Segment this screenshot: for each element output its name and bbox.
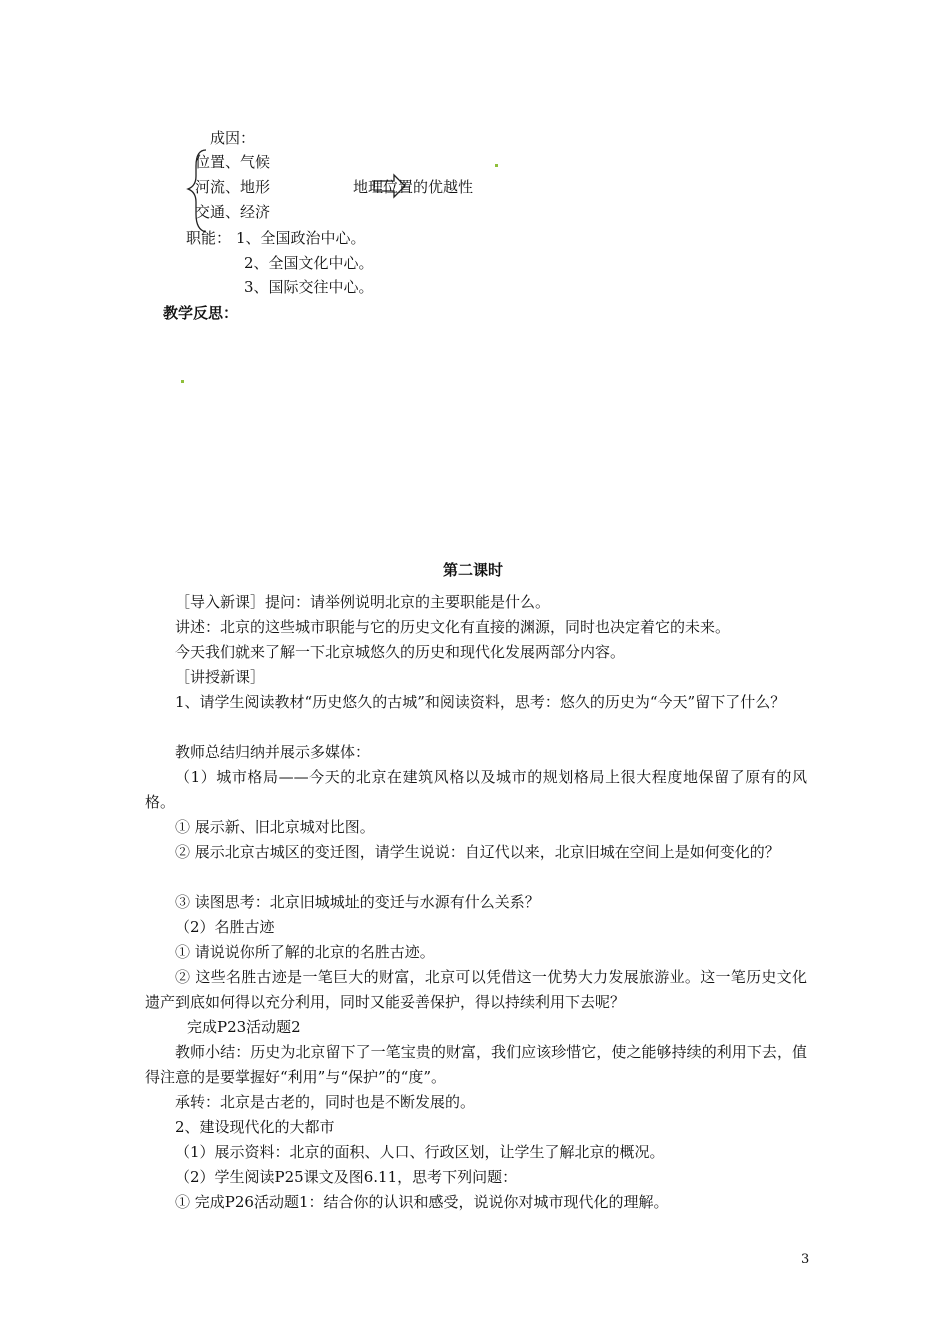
paragraph: 1、请学生阅读教材“历史悠久的古城”和阅读资料，思考：悠久的历史为“今天”留下了什么？	[175, 693, 786, 711]
paragraph: ［导入新课］提问：请举例说明北京的主要职能是什么。	[175, 593, 551, 611]
advantage-text: 地理位置的优越性	[353, 178, 474, 196]
section-title: 第二课时	[443, 561, 504, 579]
function-item-3: 3、国际交往中心。	[244, 278, 374, 296]
paragraph: ③ 读图思考：北京旧城城址的变迁与水源有什么关系？	[175, 893, 540, 911]
cause-item-3: 交通、经济	[195, 203, 271, 221]
paragraph: ① 完成P26活动题1：结合你的认识和感受，说说你对城市现代化的理解。	[175, 1193, 669, 1211]
paragraph: ① 展示新、旧北京城对比图。	[175, 818, 375, 836]
function-label: 职能：	[186, 229, 232, 247]
paragraph: ② 展示北京古城区的变迁图，请学生说说：自辽代以来，北京旧城在空间上是如何变化的？	[175, 843, 780, 861]
paragraph: ① 请说说你所了解的北京的名胜古迹。	[175, 943, 435, 961]
reflection-heading: 教学反思：	[163, 304, 239, 322]
function-item-1: 1、全国政治中心。	[236, 229, 366, 247]
outline-graphics	[0, 0, 950, 400]
cause-label: 成因：	[210, 129, 256, 147]
paragraph: （1）展示资料：北京的面积、人口、行政区划，让学生了解北京的概况。	[175, 1143, 665, 1161]
marker-dot	[495, 164, 498, 167]
paragraph: ［讲授新课］	[175, 668, 266, 686]
function-item-2: 2、全国文化中心。	[244, 254, 374, 272]
marker-dot	[181, 380, 184, 383]
paragraph: （2）学生阅读P25课文及图6.11，思考下列问题：	[175, 1168, 518, 1186]
paragraph: 教师总结归纳并展示多媒体：	[175, 743, 371, 761]
paragraph: 讲述：北京的这些城市职能与它的历史文化有直接的渊源，同时也决定着它的未来。	[175, 618, 731, 636]
brace-shape	[188, 150, 206, 232]
paragraph: ② 这些名胜古迹是一笔巨大的财富，北京可以凭借这一优势大力发展旅游业。这一笔历史文化遗产到底如何得以充分利用，同时又能妥善保护，得以持续利用下去呢？	[145, 968, 807, 1011]
cause-item-2: 河流、地形	[195, 178, 271, 196]
paragraph: 2、建设现代化的大都市	[175, 1118, 335, 1136]
paragraph: （1）城市格局——今天的北京在建筑风格以及城市的规划格局上很大程度地保留了原有的风格。	[145, 768, 807, 811]
paragraph: 教师小结：历史为北京留下了一笔宝贵的财富，我们应该珍惜它，使之能够持续的利用下去，值得注意的是要掌握好“利用”与“保护”的“度”。	[145, 1043, 807, 1086]
paragraph: 承转：北京是古老的，同时也是不断发展的。	[175, 1093, 476, 1111]
cause-item-1: 位置、气候	[195, 153, 271, 171]
page-number: 3	[801, 1252, 810, 1267]
paragraph: 完成P23活动题2	[187, 1018, 301, 1036]
paragraph: 今天我们就来了解一下北京城悠久的历史和现代化发展两部分内容。	[175, 643, 626, 661]
paragraph: （2）名胜古迹	[175, 918, 275, 936]
